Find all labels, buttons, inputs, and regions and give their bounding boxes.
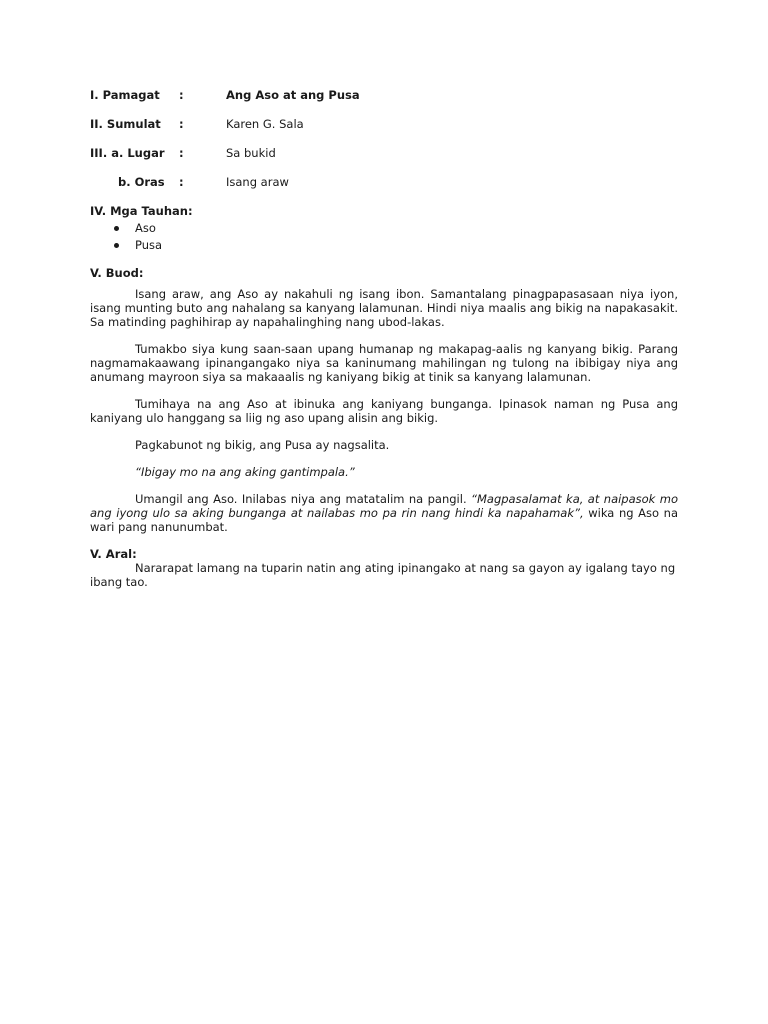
row-label: III. a. Lugar xyxy=(90,146,165,160)
row-colon: : xyxy=(179,88,184,102)
section-heading-aral: V. Aral: xyxy=(90,547,137,561)
row-value: Sa bukid xyxy=(226,146,276,160)
paragraph: Isang araw, ang Aso ay nakahuli ng isang ibon. Samantalang pinagpapasasaan niya iyon, isang munting buto ang nahalang sa kanyang lalamunan. Hindi niya maalis ang bikig na napakasakit. Sa matinding paghihirap ay napahalinghing nang ubod-lakas. xyxy=(90,287,678,329)
paragraph: Tumakbo siya kung saan-saan upang humanap ng makapag-aalis ng kanyang bikig. Parang nagmamakaawang ipinangangako niya sa kaninumang mahilingan ng tulong na ibibigay niya ang anumang mayroon siya sa makaaalis ng kaniyang bikig at tinik sa kanyang lalamunan. xyxy=(90,342,678,384)
paragraph xyxy=(90,492,678,534)
row-label: b. Oras xyxy=(118,175,165,189)
row-lugar xyxy=(90,146,678,160)
row-label: I. Pamagat xyxy=(90,88,160,102)
list-item-label: Pusa xyxy=(135,238,163,252)
list-item xyxy=(90,220,678,237)
section-heading-tauhan: IV. Mga Tauhan: xyxy=(90,204,193,218)
row-value: Isang araw xyxy=(226,175,289,189)
row-value: Ang Aso at ang Pusa xyxy=(226,88,360,102)
row-colon: : xyxy=(179,146,184,160)
paragraph-text: Umangil ang Aso. Inilabas niya ang matatalim na pangil. xyxy=(135,492,472,506)
list-item-label: Aso xyxy=(135,221,156,235)
paragraph: Tumihaya na ang Aso at ibinuka ang kaniyang bunganga. Ipinasok naman ng Pusa ang kaniyang ulo hanggang sa liig ng aso upang alisin ang bikig. xyxy=(90,397,678,425)
row-sumulat xyxy=(90,117,678,131)
row-value: Karen G. Sala xyxy=(226,117,304,131)
document-body xyxy=(90,88,678,589)
character-list xyxy=(90,220,678,254)
row-colon: : xyxy=(179,175,184,189)
quoted-speech: “Magpasalamat ka, at naipasok mo ang iyong ulo sa aking bunganga at nailabas mo pa rin nang hindi ka napahamak”, xyxy=(90,492,678,520)
row-label: II. Sumulat xyxy=(90,117,161,131)
row-colon: : xyxy=(179,117,184,131)
row-oras xyxy=(90,175,678,189)
quote-paragraph: “Ibigay mo na ang aking gantimpala.” xyxy=(135,465,355,479)
bullet-icon xyxy=(114,243,119,248)
paragraph: Pagkabunot ng bikig, ang Pusa ay nagsalita. xyxy=(135,438,390,452)
list-item xyxy=(90,237,678,254)
bullet-icon xyxy=(114,226,119,231)
row-pamagat xyxy=(90,88,678,102)
lesson-paragraph: Nararapat lamang na tuparin natin ang ating ipinangako at nang sa gayon ay igalang tayo ng ibang tao. xyxy=(90,561,676,589)
section-heading-buod: V. Buod: xyxy=(90,266,144,280)
paragraph-text: wika ng Aso na wari pang nanunumbat. xyxy=(90,506,679,534)
